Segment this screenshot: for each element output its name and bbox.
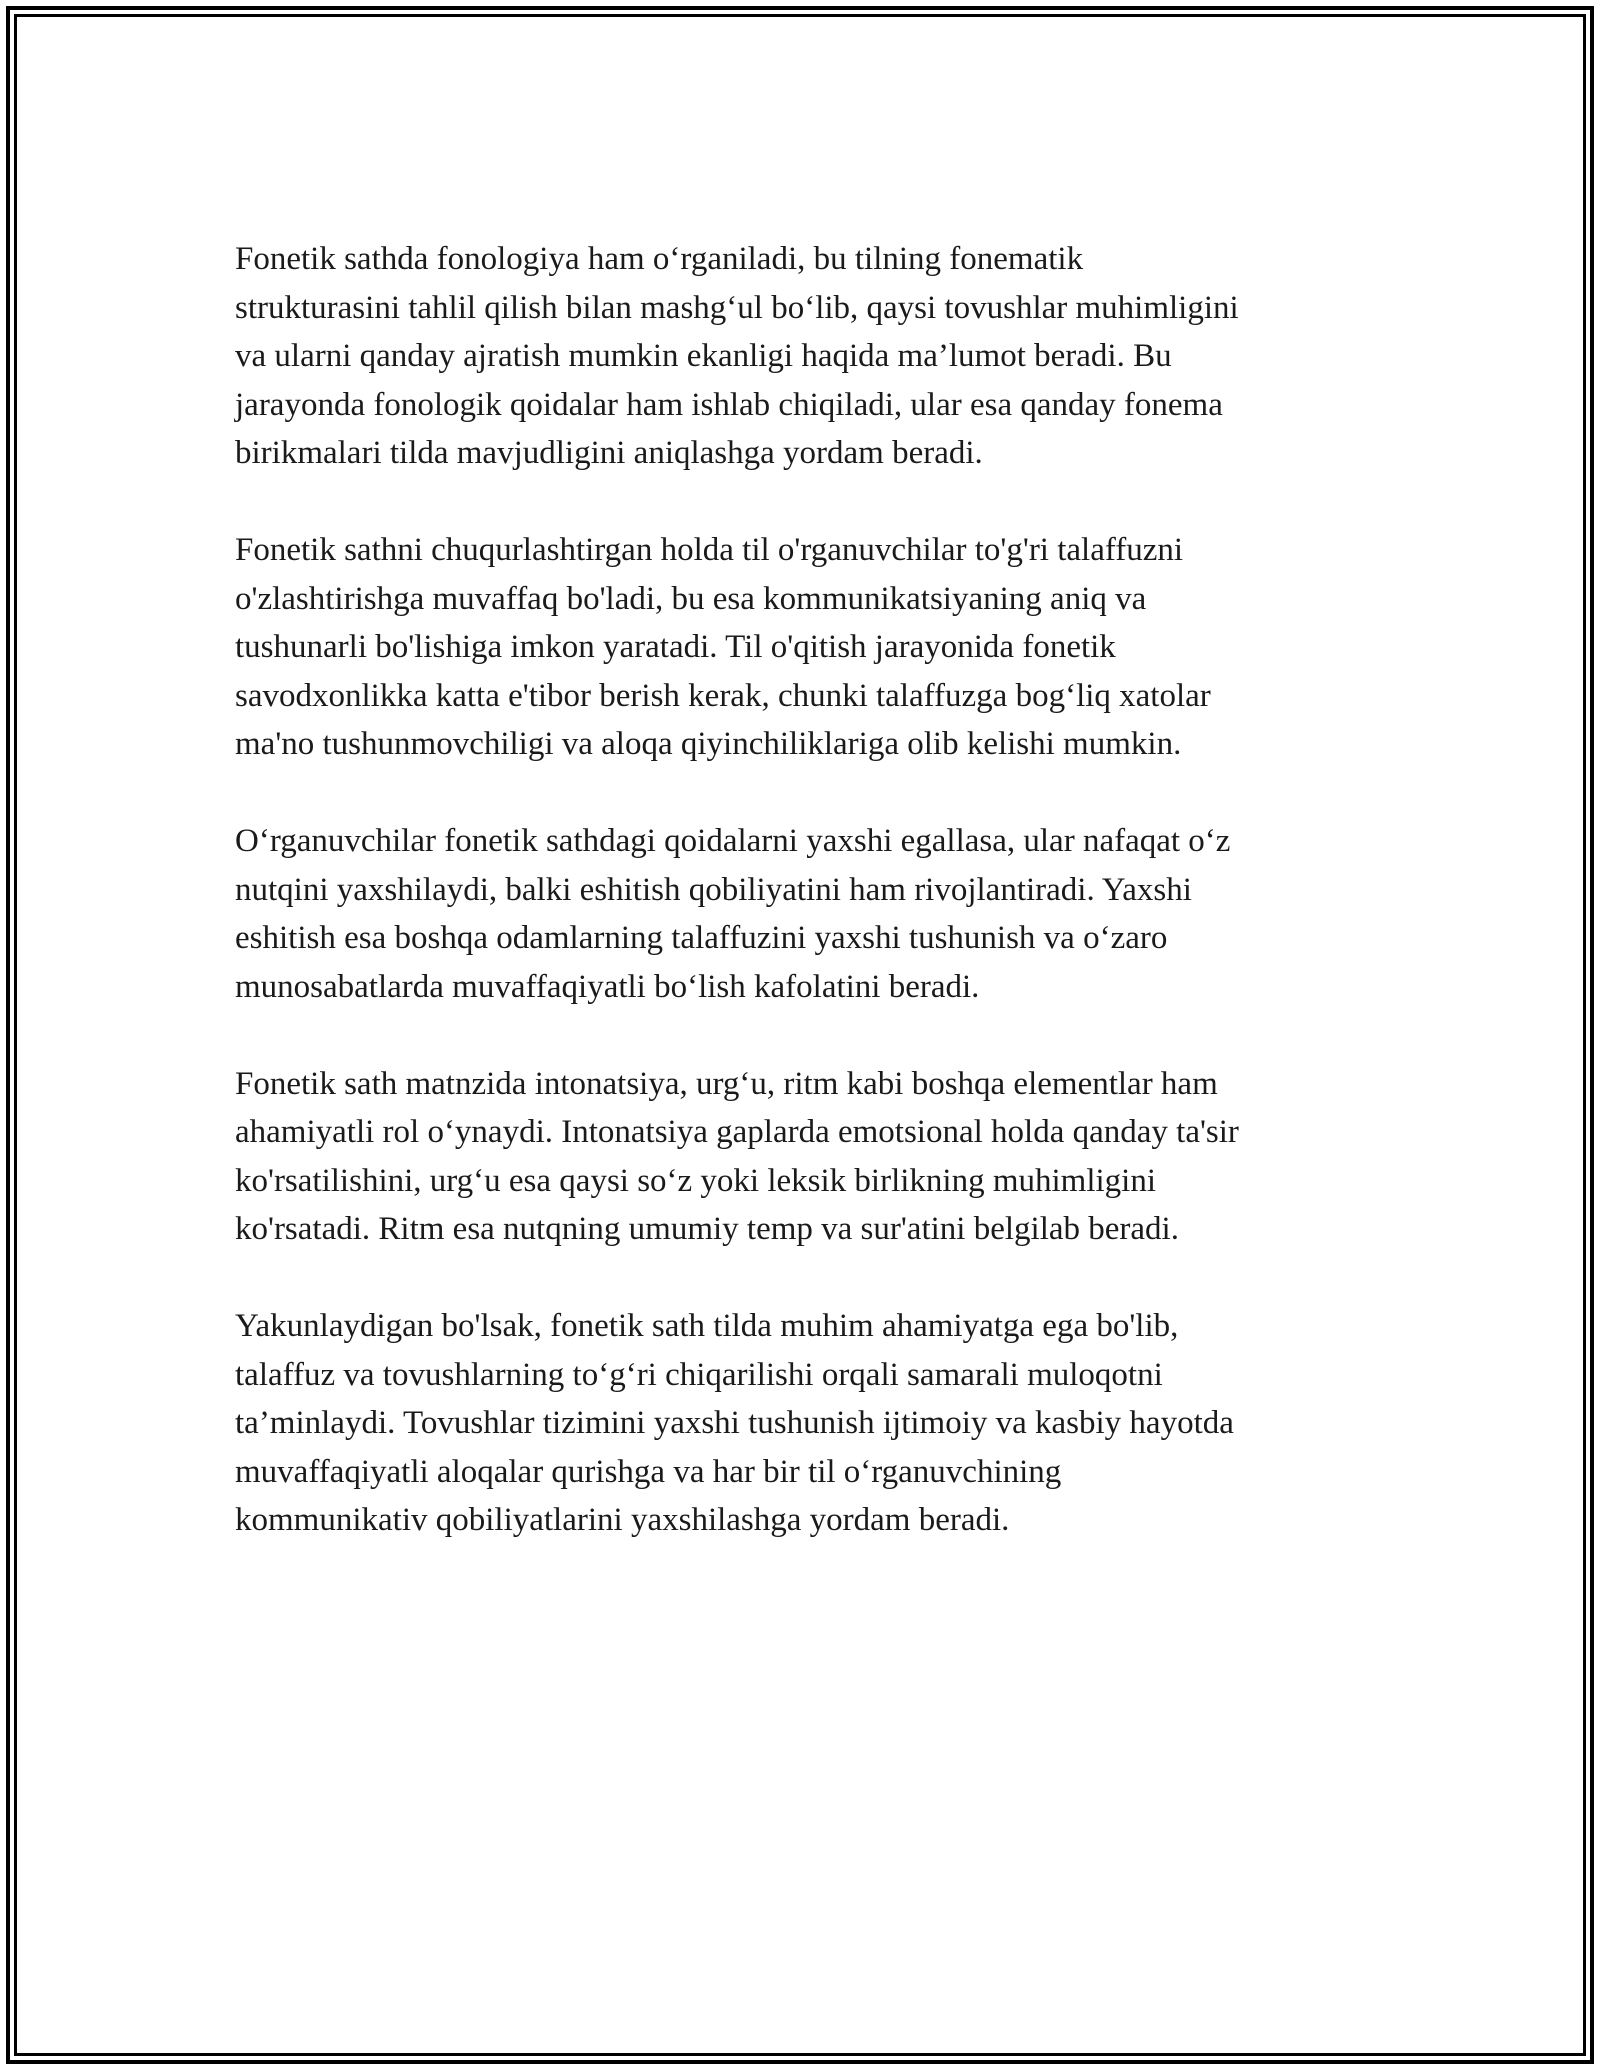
document-body: [235, 235, 1365, 1593]
paragraph-5: Yakunlaydigan bo'lsak, fonetik sath tilda muhim ahamiyatga ega bo'lib, talaffuz va tovushlarning to‘g‘ri chiqarilishi orqali samarali muloqotni ta’minlaydi. Tovushlar tizimini yaxshi tushunish ijtimoiy va kasbiy hayotda muvaffaqiyatli aloqalar qurishga va har bir til o‘rganuvchining kommunikativ qobiliyatlarini yaxshilashga yordam beradi.: [235, 1308, 1234, 1538]
paragraph-1: Fonetik sathda fonologiya ham o‘rganiladi, bu tilning fonematik strukturasini tahlil qilish bilan mashg‘ul bo‘lib, qaysi tovushlar muhimligini va ularni qanday ajratish mumkin ekanligi haqida ma’lumot beradi. Bu jarayonda fonologik qoidalar ham ishlab chiqiladi, ular esa qanday fonema birikmalari tilda mavjudligini aniqlashga yordam beradi.: [235, 241, 1239, 471]
paragraph-3: O‘rganuvchilar fonetik sathdagi qoidalarni yaxshi egallasa, ular nafaqat o‘z nutqini yaxshilaydi, balki eshitish qobiliyatini ham rivojlantiradi. Yaxshi eshitish esa boshqa odamlarning talaffuzini yaxshi tushunish va o‘zaro munosabatlarda muvaffaqiyatli bo‘lish kafolatini beradi.: [235, 823, 1231, 1005]
paragraph-4: Fonetik sath matnzida intonatsiya, urg‘u, ritm kabi boshqa elementlar ham ahamiyatli rol o‘ynaydi. Intonatsiya gaplarda emotsional holda qanday ta'sir ko'rsatilishini, urg‘u esa qaysi so‘z yoki leksik birlikning muhimligini ko'rsatadi. Ritm esa nutqning umumiy temp va sur'atini belgilab beradi.: [235, 1065, 1239, 1247]
paragraph-2: Fonetik sathni chuqurlashtirgan holda til o'rganuvchilar to'g'ri talaffuzni o'zlashtirishga muvaffaq bo'ladi, bu esa kommunikatsiyaning aniq va tushunarli bo'lishiga imkon yaratadi. Til o'qitish jarayonida fonetik savodxonlikka katta e'tibor berish kerak, chunki talaffuzga bog‘liq xatolar ma'no tushunmovchiligi va aloqa qiyinchiliklariga olib kelishi mumkin.: [235, 532, 1211, 762]
